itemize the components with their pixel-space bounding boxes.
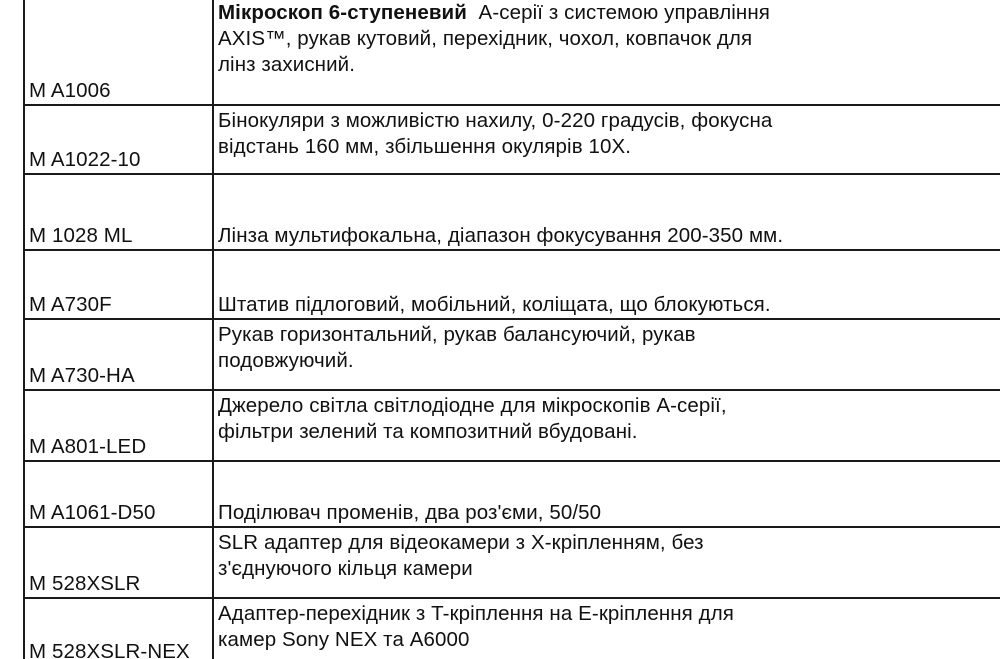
product-code-cell: M 528XSLR-NEX (24, 598, 213, 659)
table-row (24, 461, 1000, 527)
description-first-line (218, 0, 1000, 26)
description-line: з'єднуючого кільця камери (218, 557, 473, 580)
product-code-cell: M 528XSLR (24, 527, 213, 598)
product-description-cell (213, 390, 1000, 461)
table-row (24, 174, 1000, 250)
description-line: камер Sony NEX та A6000 (218, 628, 470, 651)
table-row (24, 319, 1000, 390)
product-code-cell: M 1028 ML (24, 174, 213, 250)
product-code-cell: M A1006 (24, 0, 213, 105)
description-line: Джерело світла світлодіодне для мікроскопів А-серії, (218, 394, 727, 417)
table-row (24, 527, 1000, 598)
description-line: фільтри зелений та композитний вбудовані. (218, 420, 638, 443)
description-line: Поділювач променів, два роз'єми, 50/50 (218, 501, 602, 524)
product-code-cell: M A730F (24, 250, 213, 319)
product-code-cell: M A730-HA (24, 319, 213, 390)
table-row (24, 0, 1000, 105)
product-description-cell (213, 174, 1000, 250)
description-line: А-серії з системою управління (478, 1, 770, 24)
table-row (24, 250, 1000, 319)
table-row (24, 105, 1000, 174)
product-description-cell (213, 527, 1000, 598)
description-line: Лінза мультифокальна, діапазон фокусування 200-350 мм. (218, 224, 784, 247)
description-line: подовжуючий. (218, 349, 354, 372)
product-spec-table (23, 0, 1000, 659)
description-line: Бінокуляри з можливістю нахилу, 0-220 градусів, фокусна (218, 109, 773, 132)
product-code-cell: M A1061-D50 (24, 461, 213, 527)
description-line: SLR адаптер для відеокамери з X-кріпленням, без (218, 531, 704, 554)
product-description-cell (213, 598, 1000, 659)
table-row (24, 390, 1000, 461)
description-line: лінз захисний. (218, 53, 356, 76)
description-line: Адаптер-перехідник з T-кріплення на E-кріплення для (218, 602, 734, 625)
product-title: Мікроскоп 6-ступеневий (218, 1, 467, 24)
description-line: відстань 160 мм, збільшення окулярів 10X. (218, 135, 632, 158)
product-description-cell (213, 105, 1000, 174)
product-code-cell: M A1022-10 (24, 105, 213, 174)
description-line: Штатив підлоговий, мобільний, коліщата, що блокуються. (218, 293, 771, 316)
description-line: Рукав горизонтальний, рукав балансуючий, рукав (218, 323, 696, 346)
product-description-cell (213, 319, 1000, 390)
product-description-cell (213, 0, 1000, 105)
product-description-cell (213, 461, 1000, 527)
description-line: AXIS™, рукав кутовий, перехідник, чохол, ковпачок для (218, 27, 753, 50)
product-description-cell (213, 250, 1000, 319)
table-row (24, 598, 1000, 659)
product-code-cell: M A801-LED (24, 390, 213, 461)
